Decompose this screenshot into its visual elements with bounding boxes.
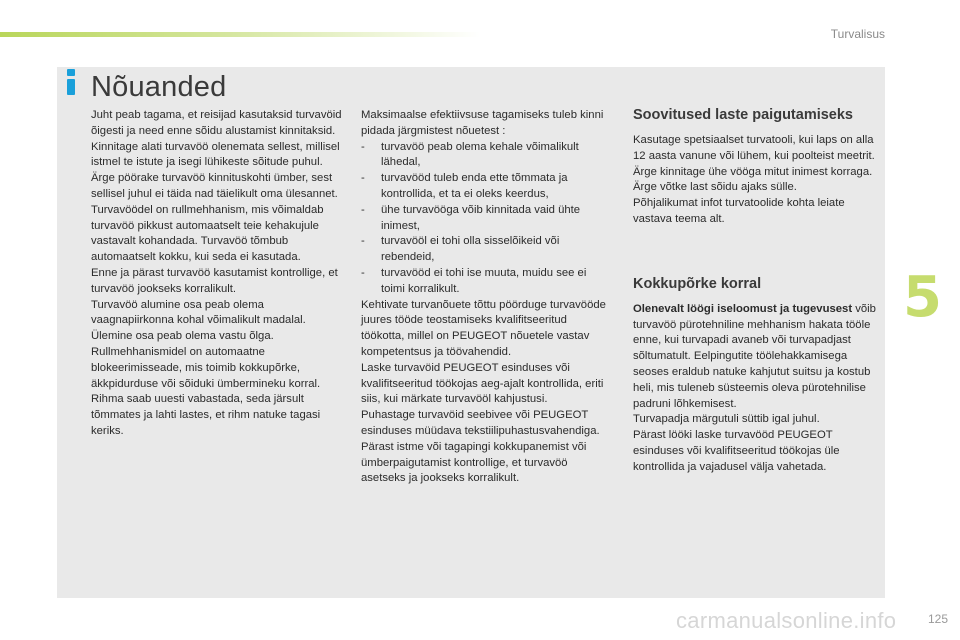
paragraph: Kehtivate turvanõuete tõttu pöörduge turvavööde juures tööde teostamiseks kvalifitseeritud töökotta, millel on PEUGEOT nõuetele vastav kompetentsus ja töövahendid. — [361, 298, 606, 358]
section-title: Turvalisus — [830, 27, 885, 41]
chapter-number: 5 — [903, 265, 942, 330]
column-3 — [633, 107, 878, 476]
paragraph: Laske turvavöid PEUGEOT esinduses või kvalifitseeritud töökojas aeg-ajalt kontrollida, eriti siis, kui märkate turvavööl kahjustusi. — [361, 361, 604, 406]
watermark: carmanualsonline.info — [676, 608, 897, 633]
list-intro: Maksimaalse efektiivsuse tagamiseks tuleb kinni pidada järgmistest nõuetest : — [361, 109, 604, 137]
paragraph: Puhastage turvavöid seebivee või PEUGEOT esinduses müüdava tekstiilipuhastusvahendiga. — [361, 409, 600, 437]
paragraph: Põhjalikumat infot turvatoolide kohta leiate vastava teema alt. — [633, 197, 845, 225]
top-accent-bar — [0, 32, 480, 37]
paragraph: Rullmehhanismidel on automaatne blokeerimisseade, mis toimib kokkupõrke, äkkpidurduse või sõiduki ümbermineku korral. Rihma saab uuesti vabastada, seda järsult tõmmates ja lahti lastes, et rihm natuke tagasi keriks. — [91, 345, 321, 437]
page-number: 125 — [927, 612, 948, 626]
paragraph — [633, 302, 878, 413]
paragraph: Kinnitage alati turvavöö olenemata sellest, millisel istmel te istute ja isegi lühikeste sõitude puhul. — [91, 140, 340, 169]
paragraph: Pärast istme või tagapingi kokkupanemist või ümberpaigutamist kontrollige, et turvavöö asetseks ja jookseks korralikult. — [361, 440, 587, 485]
lead-rest: võib turvavöö pürotehniline mehhanism hakata tööle enne, kui turvapadi avaneb või turvapadjast sõltumatult. Eelpingutite töölehakkamisega seoses eraldub natuke kahjutut suitsu ja kostub heli, mis tuleneb süsteemis oleva pürotehnilise padruni lõhkemisest. — [633, 302, 876, 410]
paragraph: Turvavöödel on rullmehhanism, mis võimaldab turvavöö pikkust automaatselt teie kehakujule vastavalt kohandada. Turvavöö tõmbub automaatselt kokku, kui seda ei kasutada. — [91, 203, 324, 264]
list-item: - ühe turvavööga võib kinnitada vaid ühte inimest, — [361, 203, 611, 235]
paragraph: Turvapadja märgutuli süttib igal juhul. — [633, 413, 820, 426]
heading-collision: Kokkupõrke korral — [633, 275, 762, 292]
paragraph: Pärast lööki laske turvavööd PEUGEOT esinduses või kvalifitseeritud töökojas üle kontrollida ja vajadusel välja vahetada. — [633, 429, 840, 473]
panel-title: Nõuanded — [91, 71, 227, 103]
lead-text: Olenevalt löögi iseloomust ja tugevusest — [633, 302, 853, 315]
paragraph: Kasutage spetsiaalset turvatooli, kui laps on alla 12 aasta vanune või lühem, kui poolteist meetrit. — [633, 134, 875, 162]
paragraph: Ärge pöörake turvavöö kinnituskohti ümber, sest sellisel juhul ei täida nad täielikult oma ülesannet. — [91, 172, 338, 200]
list-item: - turvavööd ei tohi ise muuta, muidu see ei toimi korralikult. — [361, 266, 611, 298]
paragraph: Ärge kinnitage ühe vööga mitut inimest korraga. — [633, 165, 873, 178]
heading-child-seats: Soovitused laste paigutamiseks — [633, 107, 853, 123]
list-item: - turvavööl ei tohi olla sisselõikeid või rebendeid, — [361, 234, 611, 266]
list-item: - turvavööd tuleb enda ette tõmmata ja kontrollida, et ta ei oleks keerdus, — [361, 171, 611, 203]
paragraph: Juht peab tagama, et reisijad kasutaksid turvavöid õigesti ja need enne sõidu alustamist kinnitaksid. — [91, 109, 342, 137]
paragraph: Ärge võtke last sõidu ajaks sülle. — [633, 181, 797, 194]
requirements-list — [361, 140, 611, 298]
column-1 — [91, 108, 346, 440]
paragraph: Enne ja pärast turvavöö kasutamist kontrollige, et turvavöö jookseks korralikult. — [91, 266, 338, 295]
info-icon — [62, 66, 80, 96]
paragraph: Turvavöö alumine osa peab olema vaagnapiirkonna kohal võimalikult madalal. — [91, 298, 306, 327]
list-item: - turvavöö peab olema kehale võimalikult lähedal, — [361, 140, 611, 172]
column-2 — [361, 108, 611, 487]
paragraph: Ülemine osa peab olema vastu õlga. — [91, 330, 274, 343]
